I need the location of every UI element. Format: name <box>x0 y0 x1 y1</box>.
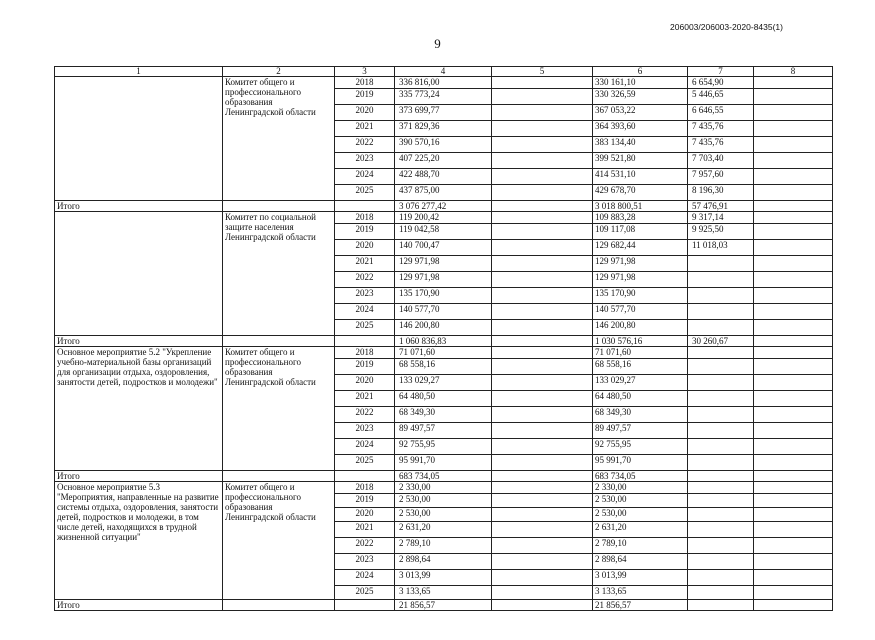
year-cell: 2023 <box>335 423 395 439</box>
total-amount-cell: 119 042,58 <box>395 224 492 240</box>
year-cell: 2018 <box>335 212 395 224</box>
other-amount-cell <box>754 407 833 423</box>
other-amount-cell <box>754 224 833 240</box>
year-cell: 2022 <box>335 407 395 423</box>
local-amount-cell: 6 646,55 <box>688 105 754 121</box>
header-cell: 2 <box>223 67 335 77</box>
year-cell: 2021 <box>335 256 395 272</box>
regional-amount-cell: 71 071,60 <box>593 347 688 359</box>
local-amount-cell <box>688 407 754 423</box>
total-row <box>55 600 833 611</box>
other-amount-cell <box>754 137 833 153</box>
year-cell: 2020 <box>335 105 395 121</box>
organization-cell: Комитет по социальной защите населения Ленинградской области <box>223 212 335 336</box>
regional-amount-cell: 68 558,16 <box>593 359 688 375</box>
empty-cell <box>223 336 335 347</box>
federal-amount-cell <box>492 201 593 212</box>
total-amount-cell: 129 971,98 <box>395 272 492 288</box>
local-amount-cell <box>688 391 754 407</box>
federal-amount-cell <box>492 169 593 185</box>
federal-amount-cell <box>492 336 593 347</box>
year-cell: 2025 <box>335 455 395 471</box>
federal-amount-cell <box>492 494 593 508</box>
regional-amount-cell: 2 530,00 <box>593 494 688 508</box>
other-amount-cell <box>754 375 833 391</box>
year-cell: 2024 <box>335 439 395 455</box>
year-cell: 2021 <box>335 522 395 538</box>
local-amount-cell <box>688 570 754 586</box>
year-cell: 2019 <box>335 89 395 105</box>
federal-amount-cell <box>492 347 593 359</box>
total-amount-cell: 21 856,57 <box>395 600 492 611</box>
federal-amount-cell <box>492 288 593 304</box>
header-cell: 4 <box>395 67 492 77</box>
regional-amount-cell: 2 330,00 <box>593 482 688 494</box>
federal-amount-cell <box>492 508 593 522</box>
total-label: Итого <box>55 336 223 347</box>
federal-amount-cell <box>492 320 593 336</box>
local-amount-cell: 6 654,90 <box>688 77 754 89</box>
document-id: 206003/206003-2020-8435(1) <box>670 22 783 32</box>
local-amount-cell <box>688 439 754 455</box>
total-amount-cell: 2 631,20 <box>395 522 492 538</box>
other-amount-cell <box>754 240 833 256</box>
total-amount-cell: 89 497,57 <box>395 423 492 439</box>
other-amount-cell <box>754 494 833 508</box>
regional-amount-cell: 683 734,05 <box>593 471 688 482</box>
other-amount-cell <box>754 554 833 570</box>
local-amount-cell: 7 703,40 <box>688 153 754 169</box>
year-cell: 2018 <box>335 482 395 494</box>
total-amount-cell: 119 200,42 <box>395 212 492 224</box>
local-amount-cell <box>688 586 754 600</box>
total-amount-cell: 129 971,98 <box>395 256 492 272</box>
total-amount-cell: 71 071,60 <box>395 347 492 359</box>
regional-amount-cell: 129 682,44 <box>593 240 688 256</box>
year-cell: 2018 <box>335 347 395 359</box>
total-label: Итого <box>55 471 223 482</box>
federal-amount-cell <box>492 471 593 482</box>
federal-amount-cell <box>492 439 593 455</box>
header-cell: 5 <box>492 67 593 77</box>
regional-amount-cell: 92 755,95 <box>593 439 688 455</box>
table-row <box>55 77 833 89</box>
year-cell: 2022 <box>335 272 395 288</box>
empty-cell <box>335 600 395 611</box>
total-amount-cell: 371 829,36 <box>395 121 492 137</box>
total-amount-cell: 92 755,95 <box>395 439 492 455</box>
other-amount-cell <box>754 169 833 185</box>
regional-amount-cell: 21 856,57 <box>593 600 688 611</box>
other-amount-cell <box>754 212 833 224</box>
federal-amount-cell <box>492 455 593 471</box>
year-cell: 2025 <box>335 586 395 600</box>
organization-cell: Комитет общего и профессионального образования Ленинградской области <box>223 482 335 600</box>
regional-amount-cell: 68 349,30 <box>593 407 688 423</box>
year-cell: 2019 <box>335 224 395 240</box>
year-cell: 2023 <box>335 554 395 570</box>
regional-amount-cell: 414 531,10 <box>593 169 688 185</box>
other-amount-cell <box>754 586 833 600</box>
year-cell: 2024 <box>335 304 395 320</box>
total-amount-cell: 68 558,16 <box>395 359 492 375</box>
other-amount-cell <box>754 359 833 375</box>
other-amount-cell <box>754 77 833 89</box>
year-cell: 2021 <box>335 391 395 407</box>
federal-amount-cell <box>492 538 593 554</box>
total-amount-cell: 2 530,00 <box>395 508 492 522</box>
year-cell: 2020 <box>335 508 395 522</box>
empty-cell <box>223 201 335 212</box>
local-amount-cell <box>688 288 754 304</box>
header-cell: 1 <box>55 67 223 77</box>
activity-cell <box>55 212 223 336</box>
regional-amount-cell: 95 991,70 <box>593 455 688 471</box>
total-amount-cell: 95 991,70 <box>395 455 492 471</box>
regional-amount-cell: 64 480,50 <box>593 391 688 407</box>
regional-amount-cell: 129 971,98 <box>593 272 688 288</box>
total-amount-cell: 336 816,00 <box>395 77 492 89</box>
local-amount-cell <box>688 522 754 538</box>
local-amount-cell <box>688 359 754 375</box>
federal-amount-cell <box>492 570 593 586</box>
total-amount-cell: 373 699,77 <box>395 105 492 121</box>
other-amount-cell <box>754 153 833 169</box>
header-cell: 7 <box>688 67 754 77</box>
other-amount-cell <box>754 455 833 471</box>
other-amount-cell <box>754 522 833 538</box>
empty-cell <box>223 471 335 482</box>
local-amount-cell <box>688 554 754 570</box>
empty-cell <box>335 471 395 482</box>
total-amount-cell: 135 170,90 <box>395 288 492 304</box>
other-amount-cell <box>754 439 833 455</box>
total-amount-cell: 407 225,20 <box>395 153 492 169</box>
regional-amount-cell: 133 029,27 <box>593 375 688 391</box>
table-row <box>55 212 833 224</box>
federal-amount-cell <box>492 375 593 391</box>
year-cell: 2025 <box>335 185 395 201</box>
local-amount-cell <box>688 320 754 336</box>
regional-amount-cell: 135 170,90 <box>593 288 688 304</box>
total-amount-cell: 3 133,65 <box>395 586 492 600</box>
total-row <box>55 471 833 482</box>
total-amount-cell: 2 330,00 <box>395 482 492 494</box>
header-row <box>55 67 833 77</box>
header-cell: 6 <box>593 67 688 77</box>
local-amount-cell: 57 476,91 <box>688 201 754 212</box>
other-amount-cell <box>754 288 833 304</box>
federal-amount-cell <box>492 185 593 201</box>
total-amount-cell: 68 349,30 <box>395 407 492 423</box>
regional-amount-cell: 429 678,70 <box>593 185 688 201</box>
regional-amount-cell: 367 053,22 <box>593 105 688 121</box>
total-label: Итого <box>55 600 223 611</box>
local-amount-cell: 11 018,03 <box>688 240 754 256</box>
regional-amount-cell: 364 393,60 <box>593 121 688 137</box>
empty-cell <box>335 336 395 347</box>
activity-cell <box>55 77 223 201</box>
federal-amount-cell <box>492 77 593 89</box>
year-cell: 2023 <box>335 288 395 304</box>
other-amount-cell <box>754 256 833 272</box>
header-cell: 3 <box>335 67 395 77</box>
total-amount-cell: 146 200,80 <box>395 320 492 336</box>
other-amount-cell <box>754 538 833 554</box>
activity-cell: Основное мероприятие 5.2 "Укрепление учебно-материальной базы организаций для организации отдыха, оздоровления, занятости детей, подростков и молодежи" <box>55 347 223 471</box>
other-amount-cell <box>754 570 833 586</box>
regional-amount-cell: 3 013,99 <box>593 570 688 586</box>
local-amount-cell <box>688 455 754 471</box>
federal-amount-cell <box>492 137 593 153</box>
regional-amount-cell: 2 898,64 <box>593 554 688 570</box>
local-amount-cell <box>688 508 754 522</box>
other-amount-cell <box>754 89 833 105</box>
total-amount-cell: 133 029,27 <box>395 375 492 391</box>
total-amount-cell: 64 480,50 <box>395 391 492 407</box>
federal-amount-cell <box>492 359 593 375</box>
local-amount-cell <box>688 538 754 554</box>
regional-amount-cell: 1 030 576,16 <box>593 336 688 347</box>
regional-amount-cell: 3 133,65 <box>593 586 688 600</box>
other-amount-cell <box>754 185 833 201</box>
federal-amount-cell <box>492 482 593 494</box>
other-amount-cell <box>754 347 833 359</box>
other-amount-cell <box>754 423 833 439</box>
total-row <box>55 336 833 347</box>
regional-amount-cell: 330 326,59 <box>593 89 688 105</box>
total-amount-cell: 1 060 836,83 <box>395 336 492 347</box>
year-cell: 2022 <box>335 538 395 554</box>
other-amount-cell <box>754 201 833 212</box>
year-cell: 2019 <box>335 494 395 508</box>
federal-amount-cell <box>492 256 593 272</box>
total-row <box>55 201 833 212</box>
federal-amount-cell <box>492 600 593 611</box>
page-number: 9 <box>434 36 441 51</box>
local-amount-cell <box>688 256 754 272</box>
other-amount-cell <box>754 304 833 320</box>
activity-cell: Основное мероприятие 5.3 "Мероприятия, направленные на развитие системы отдыха, оздоровления, занятости детей, подростков и молодежи, в том числе детей, находящихся в трудной жизненной ситуации" <box>55 482 223 600</box>
total-amount-cell: 140 577,70 <box>395 304 492 320</box>
other-amount-cell <box>754 482 833 494</box>
regional-amount-cell: 89 497,57 <box>593 423 688 439</box>
total-amount-cell: 437 875,00 <box>395 185 492 201</box>
local-amount-cell: 7 957,60 <box>688 169 754 185</box>
federal-amount-cell <box>492 224 593 240</box>
federal-amount-cell <box>492 522 593 538</box>
local-amount-cell: 8 196,30 <box>688 185 754 201</box>
other-amount-cell <box>754 121 833 137</box>
federal-amount-cell <box>492 586 593 600</box>
total-amount-cell: 335 773,24 <box>395 89 492 105</box>
other-amount-cell <box>754 336 833 347</box>
table-row <box>55 347 833 359</box>
regional-amount-cell: 146 200,80 <box>593 320 688 336</box>
local-amount-cell <box>688 482 754 494</box>
local-amount-cell <box>688 423 754 439</box>
local-amount-cell: 30 260,67 <box>688 336 754 347</box>
local-amount-cell: 7 435,76 <box>688 137 754 153</box>
regional-amount-cell: 3 018 800,51 <box>593 201 688 212</box>
total-amount-cell: 3 076 277,42 <box>395 201 492 212</box>
local-amount-cell: 9 317,14 <box>688 212 754 224</box>
local-amount-cell <box>688 494 754 508</box>
regional-amount-cell: 140 577,70 <box>593 304 688 320</box>
local-amount-cell <box>688 471 754 482</box>
organization-cell: Комитет общего и профессионального образования Ленинградской области <box>223 347 335 471</box>
total-amount-cell: 3 013,99 <box>395 570 492 586</box>
total-amount-cell: 2 530,00 <box>395 494 492 508</box>
local-amount-cell: 5 446,65 <box>688 89 754 105</box>
other-amount-cell <box>754 391 833 407</box>
federal-amount-cell <box>492 121 593 137</box>
local-amount-cell <box>688 600 754 611</box>
federal-amount-cell <box>492 105 593 121</box>
header-cell: 8 <box>754 67 833 77</box>
year-cell: 2021 <box>335 121 395 137</box>
year-cell: 2024 <box>335 570 395 586</box>
local-amount-cell: 7 435,76 <box>688 121 754 137</box>
year-cell: 2023 <box>335 153 395 169</box>
regional-amount-cell: 2 789,10 <box>593 538 688 554</box>
federal-amount-cell <box>492 240 593 256</box>
local-amount-cell <box>688 347 754 359</box>
regional-amount-cell: 2 530,00 <box>593 508 688 522</box>
regional-amount-cell: 399 521,80 <box>593 153 688 169</box>
local-amount-cell: 9 925,50 <box>688 224 754 240</box>
federal-amount-cell <box>492 554 593 570</box>
regional-amount-cell: 383 134,40 <box>593 137 688 153</box>
total-amount-cell: 422 488,70 <box>395 169 492 185</box>
total-amount-cell: 2 898,64 <box>395 554 492 570</box>
year-cell: 2020 <box>335 240 395 256</box>
regional-amount-cell: 2 631,20 <box>593 522 688 538</box>
federal-amount-cell <box>492 272 593 288</box>
federal-amount-cell <box>492 304 593 320</box>
local-amount-cell <box>688 375 754 391</box>
other-amount-cell <box>754 105 833 121</box>
federal-amount-cell <box>492 423 593 439</box>
total-label: Итого <box>55 201 223 212</box>
federal-amount-cell <box>492 89 593 105</box>
regional-amount-cell: 129 971,98 <box>593 256 688 272</box>
year-cell: 2018 <box>335 77 395 89</box>
local-amount-cell <box>688 304 754 320</box>
total-amount-cell: 2 789,10 <box>395 538 492 554</box>
federal-amount-cell <box>492 212 593 224</box>
table-row <box>55 482 833 494</box>
empty-cell <box>223 600 335 611</box>
other-amount-cell <box>754 272 833 288</box>
budget-table <box>54 66 833 611</box>
empty-cell <box>335 201 395 212</box>
year-cell: 2025 <box>335 320 395 336</box>
total-amount-cell: 683 734,05 <box>395 471 492 482</box>
organization-cell: Комитет общего и профессионального образования Ленинградской области <box>223 77 335 201</box>
other-amount-cell <box>754 471 833 482</box>
year-cell: 2024 <box>335 169 395 185</box>
other-amount-cell <box>754 320 833 336</box>
other-amount-cell <box>754 508 833 522</box>
total-amount-cell: 140 700,47 <box>395 240 492 256</box>
year-cell: 2022 <box>335 137 395 153</box>
year-cell: 2019 <box>335 359 395 375</box>
regional-amount-cell: 109 117,08 <box>593 224 688 240</box>
total-amount-cell: 390 570,16 <box>395 137 492 153</box>
other-amount-cell <box>754 600 833 611</box>
regional-amount-cell: 330 161,10 <box>593 77 688 89</box>
federal-amount-cell <box>492 407 593 423</box>
regional-amount-cell: 109 883,28 <box>593 212 688 224</box>
local-amount-cell <box>688 272 754 288</box>
year-cell: 2020 <box>335 375 395 391</box>
federal-amount-cell <box>492 391 593 407</box>
federal-amount-cell <box>492 153 593 169</box>
